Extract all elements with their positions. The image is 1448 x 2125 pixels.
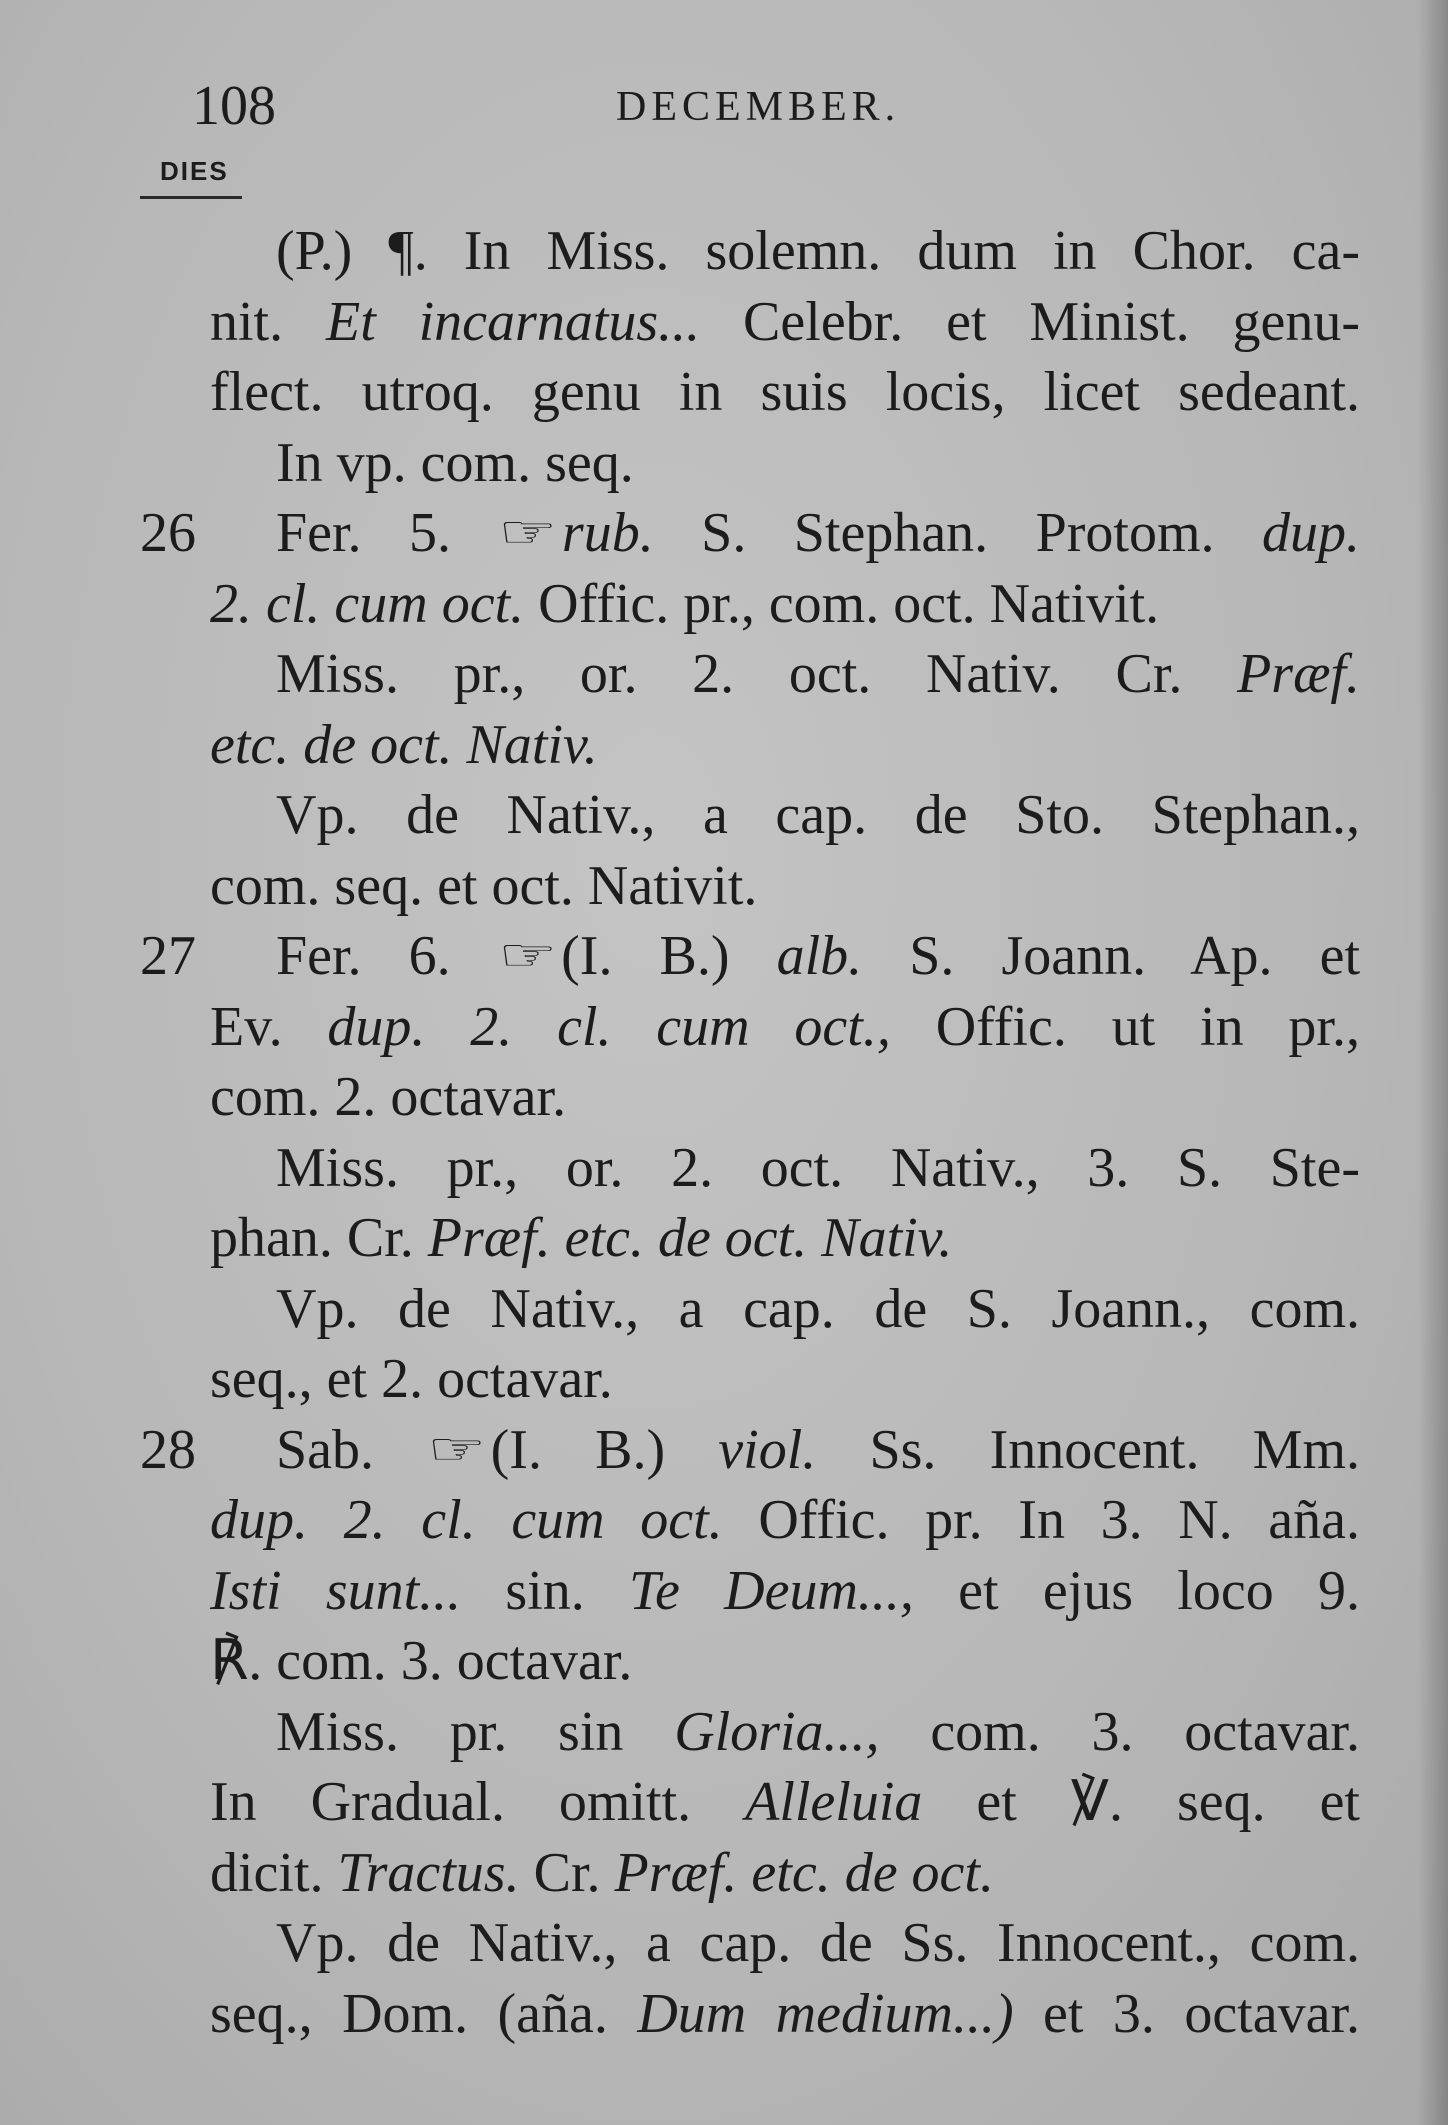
pointing-hand-icon: ☞ [497,931,558,980]
text-line [0,639,1448,710]
day-number: 28 [140,1418,196,1481]
page-number: 108 [192,75,276,137]
italic-text: dup. 2. cl. cum oct. [210,1489,723,1551]
roman-text: Miss. pr., or. 2. oct. Nativ. Cr. [276,643,1238,705]
line-text [210,1344,1360,1415]
text-line [0,498,1448,569]
roman-text: S. Joann. Ap. et [862,925,1360,987]
line-text [210,1062,1360,1133]
roman-text: Vp. de Nativ., a cap. de Ss. Innocent., com. [276,1912,1360,1974]
line-text [276,1908,1360,1979]
roman-text: S. Stephan. Protom. [653,502,1262,564]
italic-text: 2. cl. cum oct. [210,572,525,635]
roman-text: Celebr. et Minist. genu- [700,290,1361,353]
italic-text: Præf. etc. de oct. [614,1841,994,1904]
italic-text: Præf. etc. de oct. Nativ. [427,1207,953,1269]
roman-text: Miss. pr., or. 2. oct. Nativ., 3. S. Ste- [276,1136,1360,1199]
text-line [0,1838,1448,1909]
text-line [0,992,1448,1063]
text-line [0,1556,1448,1627]
text-body [0,216,1448,2049]
roman-text: (I. B.) [561,925,777,987]
line-text [276,498,1360,569]
roman-text: dicit. [210,1841,338,1904]
text-line [0,569,1448,640]
text-line [0,851,1448,922]
roman-text: Cr. [519,1841,615,1904]
roman-text: In Gradual. omitt. [210,1771,746,1833]
roman-text: Fer. 5. [276,502,499,564]
line-text [210,1767,1360,1838]
roman-text: Fer. 6. [276,925,498,987]
roman-text: com. 2. octavar. [210,1066,567,1128]
text-line [0,216,1448,287]
text-line [0,1133,1448,1204]
italic-text: dup. 2. cl. cum oct., [327,995,891,1058]
roman-text: seq., et 2. octavar. [210,1348,613,1410]
roman-text: Ev. [210,995,328,1058]
text-line [0,1697,1448,1768]
roman-text: ℟. com. 3. octavar. [210,1630,633,1692]
text-line [0,1415,1448,1486]
line-text [210,357,1360,428]
italic-text: dup. [1262,502,1360,564]
text-line [0,1062,1448,1133]
text-line [0,1908,1448,1979]
roman-text: Ss. Innocent. Mm. [816,1418,1361,1481]
roman-text: seq., Dom. (aña. [210,1982,638,2045]
line-text [210,710,1360,781]
text-line [0,1274,1448,1345]
text-line [0,1203,1448,1274]
text-line [0,1979,1448,2050]
day-number: 26 [140,502,196,564]
roman-text: nit. [210,290,326,353]
text-line [0,1767,1448,1838]
roman-text: Vp. de Nativ., a cap. de S. Joann., com. [276,1277,1360,1340]
italic-text: alb. [776,925,863,987]
line-text [276,1415,1360,1486]
pointing-hand-icon: ☞ [427,1424,487,1474]
text-line [0,1344,1448,1415]
line-text [276,216,1360,287]
italic-text: rub. [561,502,654,564]
italic-text: Alleluia [745,1771,923,1833]
roman-text: et ejus loco 9. [913,1559,1360,1622]
text-line [0,780,1448,851]
roman-text: com. seq. et oct. Nativit. [210,854,758,917]
roman-text: Offic. pr., com. oct. Nativit. [524,572,1160,635]
roman-text: In vp. com. seq. [276,431,634,494]
italic-text: Et incarnatus... [325,290,701,353]
roman-text: Offic. ut in pr., [890,995,1360,1058]
line-text [210,992,1360,1063]
text-line [0,357,1448,428]
running-title: DECEMBER. [616,84,901,130]
italic-text: Te Deum..., [629,1559,914,1622]
line-text [210,1979,1360,2050]
text-line [0,1485,1448,1556]
column-label-rule [140,196,242,199]
line-text [276,1274,1360,1345]
text-line [0,1626,1448,1697]
day-number: 27 [140,925,196,987]
line-text [276,780,1360,851]
line-text [210,287,1360,358]
roman-text: flect. utroq. genu in suis locis, licet sedeant. [210,361,1360,423]
roman-text: sin. [461,1559,630,1622]
roman-text: et ℣. seq. et [922,1771,1360,1833]
italic-text: Gloria..., [674,1700,880,1763]
text-line [0,710,1448,781]
italic-text: Dum medium...) [637,1982,1014,2045]
text-line [0,287,1448,358]
line-text [276,1133,1360,1204]
roman-text: Offic. pr. In 3. N. aña. [722,1489,1361,1551]
column-label: DIES [160,156,229,186]
line-text [210,569,1360,640]
roman-text: phan. Cr. [210,1207,428,1269]
pointing-hand-icon: ☞ [498,508,558,557]
italic-text: Isti sunt... [210,1559,462,1622]
italic-text: viol. [718,1418,817,1481]
line-text [210,1203,1360,1274]
line-text [276,428,1360,499]
line-text [276,921,1360,992]
line-text [276,1697,1360,1768]
line-text [210,1556,1360,1627]
roman-text: Vp. de Nativ., a cap. de Sto. Stephan., [276,784,1360,846]
text-line [0,921,1448,992]
roman-text: Sab. [276,1418,428,1481]
italic-text: etc. de oct. Nativ. [210,713,598,776]
roman-text: (P.) ¶. In Miss. solemn. dum in Chor. ca- [276,220,1360,282]
line-text [210,851,1360,922]
roman-text: com. 3. octavar. [879,1700,1360,1763]
line-text [210,1485,1360,1556]
line-text [210,1626,1360,1697]
italic-text: Præf. [1237,643,1360,705]
line-text [210,1838,1360,1909]
roman-text: Miss. pr. sin [276,1700,675,1763]
roman-text: et 3. octavar. [1013,1982,1360,2045]
italic-text: Tractus. [337,1841,520,1904]
roman-text: (I. B.) [490,1418,719,1481]
line-text [276,639,1360,710]
text-line [0,428,1448,499]
